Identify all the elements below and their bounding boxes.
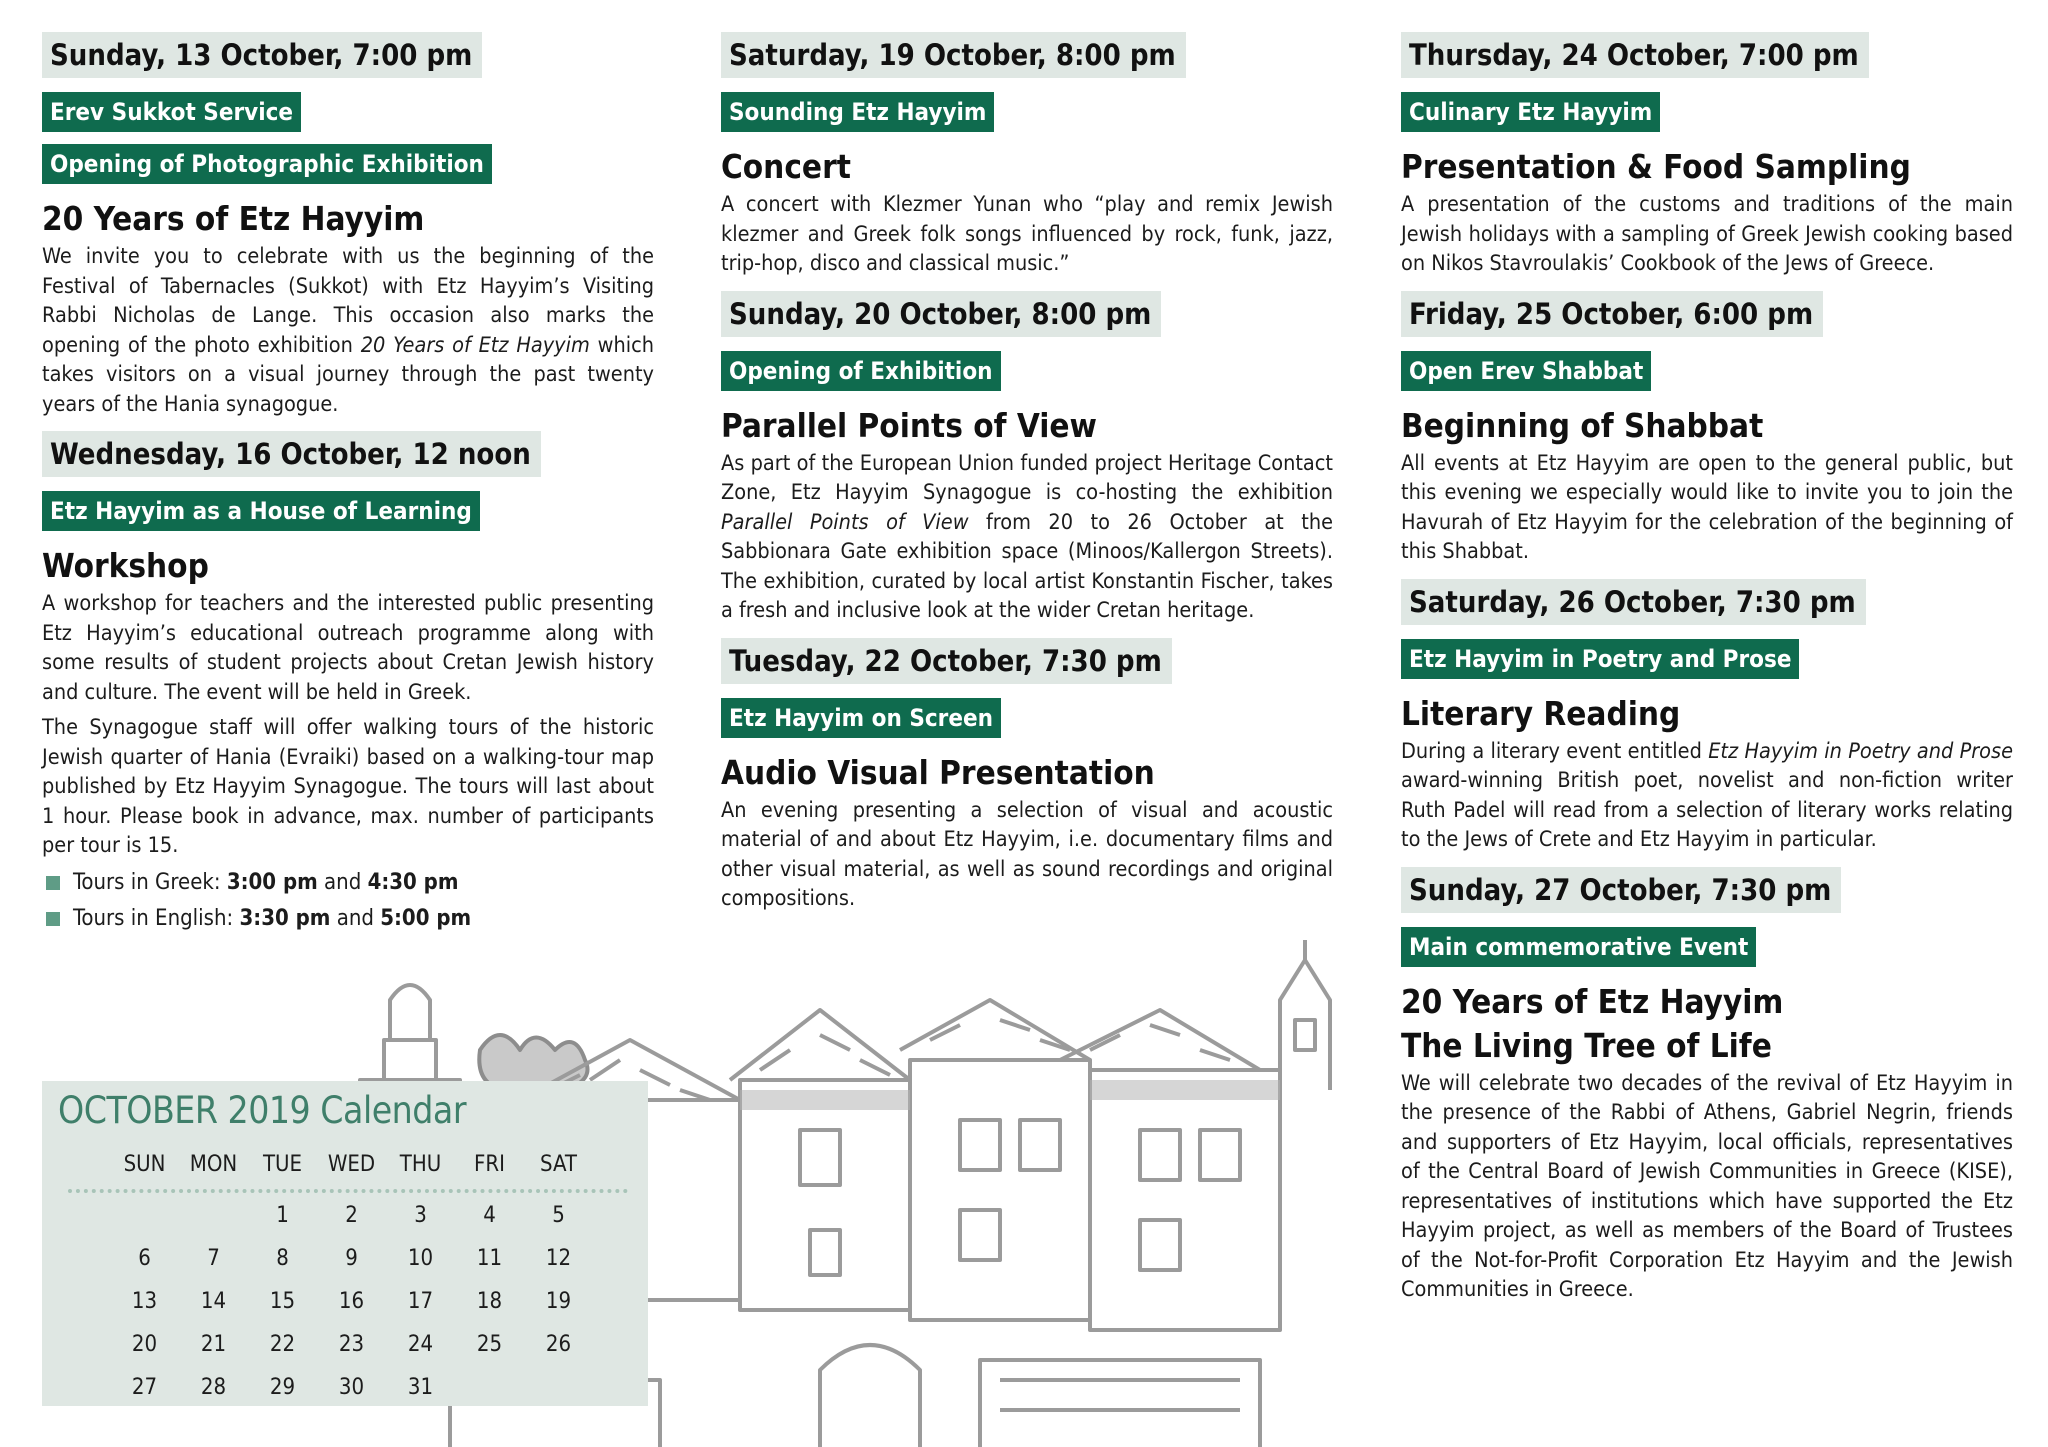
event-description: A concert with Klezmer Yunan who “play and remix Jewish klezmer and Greek folk songs influenced by rock, funk, jazz, trip-hop, disco and classical music.” (721, 192, 1333, 276)
calendar-day: 13 (131, 1289, 158, 1314)
event-date: Tuesday, 22 October, 7:30 pm (721, 638, 1172, 684)
event-main-commemorative (1401, 867, 2013, 1305)
calendar-day: 5 (552, 1203, 565, 1228)
calendar-weekday-header (110, 1143, 596, 1186)
event-category-tag: Etz Hayyim on Screen (721, 698, 1001, 738)
event-title: Parallel Points of View (721, 405, 1097, 445)
calendar-week-row (110, 1194, 593, 1237)
calendar-day: 21 (200, 1332, 227, 1357)
calendar-day: 31 (407, 1375, 434, 1400)
event-description: A presentation of the customs and traditions of the main Jewish holidays with a sampling of Greek Jewish cooking based on Nikos Stavroulakis’ Cookbook of the Jews of Greece. (1401, 192, 2013, 276)
calendar-day: 10 (407, 1246, 434, 1271)
event-date: Sunday, 20 October, 8:00 pm (721, 291, 1161, 337)
list-item: Tours in English: 3:30 pm and 5:00 pm (42, 901, 654, 937)
october-calendar (42, 1081, 648, 1406)
event-description: The Synagogue staff will offer walking tours of the historic Jewish quarter of Hania (Evraiki) based on a walking-tour map published by Etz Hayyim Synagogue. The tours will last about 1 hour. Please book in advance, max. number of participants per tour is 15. (42, 715, 654, 858)
event-description: During a literary event entitled Etz Hayyim in Poetry and Prose award-winning British poet, novelist and non-fiction writer Ruth Padel will read from a selection of literary works relating to the Jews of Crete and Etz Hayyim in particular. (1401, 738, 2013, 852)
calendar-days-grid (110, 1194, 593, 1409)
calendar-weekday-label: FRI (474, 1151, 505, 1177)
calendar-day: 23 (338, 1332, 365, 1357)
event-title: Concert (721, 147, 851, 186)
calendar-divider (68, 1189, 628, 1193)
event-category-tag: Erev Sukkot Service (42, 92, 301, 132)
calendar-day: 4 (483, 1203, 496, 1228)
event-title: Workshop (42, 546, 209, 585)
event-literary-reading (1401, 579, 2013, 855)
event-sukkot (42, 32, 654, 419)
event-description: As part of the European Union funded project Heritage Contact Zone, Etz Hayyim Synagogue is co-hosting the exhibition Parallel Points of View from 20 to 26 October at the Sabbionara Gate exhibition space (Minoos/Kallergon Streets). The exhibition, curated by local artist Konstantin Fischer, takes a fresh and inclusive look at the wider Cretan heritage. (721, 450, 1333, 623)
event-category-tag: Sounding Etz Hayyim (721, 92, 994, 132)
calendar-day: 20 (131, 1332, 158, 1357)
calendar-day: 27 (131, 1375, 158, 1400)
calendar-day: 7 (207, 1246, 220, 1271)
event-date: Wednesday, 16 October, 12 noon (42, 431, 541, 477)
event-date: Thursday, 24 October, 7:00 pm (1401, 32, 1869, 78)
calendar-day: 26 (545, 1332, 572, 1357)
event-exhibition (721, 291, 1333, 626)
event-category-tag: Open Erev Shabbat (1401, 351, 1651, 391)
calendar-day: 28 (200, 1375, 227, 1400)
calendar-day: 25 (476, 1332, 503, 1357)
event-category-tag: Culinary Etz Hayyim (1401, 92, 1660, 132)
event-title: Literary Reading (1401, 693, 1681, 733)
event-title: Audio Visual Presentation (721, 752, 1155, 792)
calendar-day: 11 (476, 1246, 503, 1271)
calendar-day: 8 (276, 1246, 289, 1271)
calendar-day: 15 (269, 1289, 296, 1314)
column-2 (721, 32, 1333, 926)
calendar-day: 12 (545, 1246, 572, 1271)
calendar-header-row (110, 1143, 596, 1186)
event-description: We will celebrate two decades of the revival of Etz Hayyim in the presence of the Rabbi of Athens, Gabriel Negrin, friends and supporters of Etz Hayyim, local officials, representatives of the Central Board of Jewish Communities in Greece (KISE), representatives of institutions which have supported the Etz Hayyim project, as well as members of the Board of Trustees of the Not-for-Profit Corporation Etz Hayyim and the Jewish Communities in Greece. (1401, 1070, 2013, 1302)
list-item: Tours in Greek: 3:00 pm and 4:30 pm (42, 865, 654, 901)
calendar-weekday-label: MON (189, 1151, 238, 1177)
calendar-day: 22 (269, 1332, 296, 1357)
event-workshop (42, 431, 654, 937)
event-date: Sunday, 27 October, 7:30 pm (1401, 867, 1841, 913)
calendar-day: 30 (338, 1375, 365, 1400)
tour-times-list (42, 865, 654, 937)
event-description: An evening presenting a selection of visual and acoustic material of and about Etz Hayyim, i.e. documentary films and other visual material, as well as sound recordings and original compositions. (721, 797, 1333, 911)
calendar-day: 18 (476, 1289, 503, 1314)
calendar-weekday-label: TUE (262, 1151, 303, 1177)
event-category-tag: Main commemorative Event (1401, 927, 1756, 967)
calendar-day: 29 (269, 1375, 296, 1400)
calendar-day: 9 (345, 1246, 358, 1271)
calendar-weekday-label: SAT (540, 1151, 577, 1177)
square-bullet-icon (46, 912, 60, 926)
event-category-tag: Etz Hayyim as a House of Learning (42, 491, 480, 531)
event-title: 20 Years of Etz Hayyim (1401, 981, 1784, 1021)
event-title: Presentation & Food Sampling (1401, 147, 1911, 186)
calendar-day: 3 (414, 1203, 427, 1228)
calendar-day: 16 (338, 1289, 365, 1314)
calendar-day: 6 (138, 1246, 151, 1271)
event-category-tag: Etz Hayyim in Poetry and Prose (1401, 639, 1799, 679)
event-date: Saturday, 19 October, 8:00 pm (721, 32, 1186, 78)
calendar-day: 1 (276, 1203, 289, 1228)
event-subtitle: The Living Tree of Life (1401, 1025, 1772, 1065)
event-title: 20 Years of Etz Hayyim (42, 199, 425, 238)
calendar-weekday-label: THU (399, 1151, 442, 1177)
event-shabbat (1401, 291, 2013, 567)
event-category-tag: Opening of Exhibition (721, 351, 1001, 391)
event-concert (721, 32, 1333, 279)
column-3 (1401, 32, 2013, 1317)
event-culinary (1401, 32, 2013, 279)
calendar-week-row (110, 1323, 593, 1366)
calendar-week-row (110, 1366, 593, 1409)
calendar-day: 17 (407, 1289, 434, 1314)
event-date: Friday, 25 October, 6:00 pm (1401, 291, 1823, 337)
event-date: Sunday, 13 October, 7:00 pm (42, 32, 482, 78)
calendar-week-row (110, 1237, 593, 1280)
event-description: All events at Etz Hayyim are open to the general public, but this evening we especially would like to invite you to join the Havurah of Etz Hayyim for the celebration of the beginning of this Shabbat. (1401, 450, 2013, 564)
column-1 (42, 32, 654, 945)
event-audio-visual (721, 638, 1333, 914)
calendar-day: 14 (200, 1289, 227, 1314)
event-date: Saturday, 26 October, 7:30 pm (1401, 579, 1866, 625)
calendar-day: 19 (545, 1289, 572, 1314)
calendar-day: 24 (407, 1332, 434, 1357)
square-bullet-icon (46, 876, 60, 890)
event-title: Beginning of Shabbat (1401, 405, 1764, 445)
event-description: A workshop for teachers and the interested public presenting Etz Hayyim’s educational outreach programme along with some results of student projects about Cretan Jewish history and culture. The event will be held in Greek. (42, 591, 654, 705)
calendar-day: 2 (345, 1203, 358, 1228)
event-category-tag: Opening of Photographic Exhibition (42, 144, 492, 184)
event-description: We invite you to celebrate with us the beginning of the Festival of Tabernacles (Sukkot) with Etz Hayyim’s Visiting Rabbi Nicholas de Lange. This occasion also marks the opening of the photo exhibition 20 Years of Etz Hayyim which takes visitors on a visual journey through the past twenty years of the Hania synagogue. (42, 244, 654, 417)
calendar-week-row (110, 1280, 593, 1323)
calendar-weekday-label: WED (327, 1151, 376, 1177)
calendar-title: OCTOBER 2019 Calendar (58, 1089, 466, 1132)
calendar-weekday-label: SUN (123, 1151, 166, 1177)
